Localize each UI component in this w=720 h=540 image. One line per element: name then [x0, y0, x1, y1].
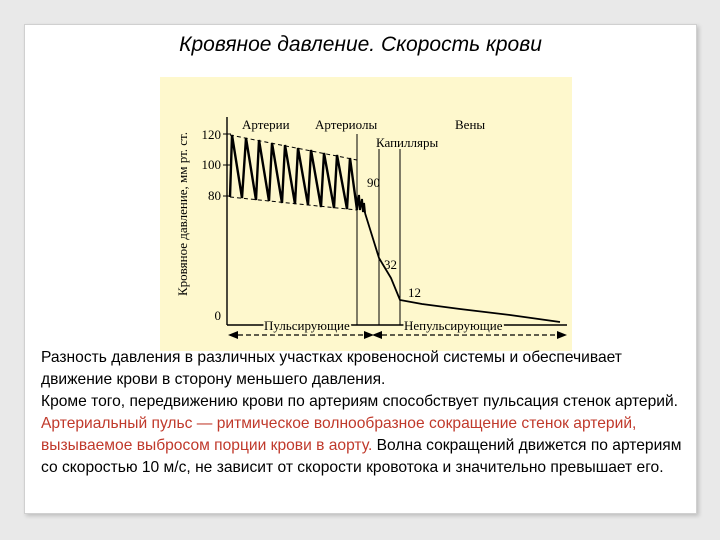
pressure-curve-arterioles: [357, 195, 365, 213]
paragraph-pulse: [41, 391, 689, 479]
pulse-intro-text: Кроме того, передвижению крови по артериям способствует пульсация стенок артерий.: [41, 393, 679, 410]
y-tick-0: 0: [214, 308, 221, 323]
label-nonpulsating: Непульсирующие: [404, 318, 503, 333]
point-label-90: 90: [367, 175, 380, 190]
pulse-wave-text: Волна сокращений движется по артериям со скоростью 10 м/с, не зависит от скорости кровотока и значительно превышает его.: [41, 437, 682, 476]
label-arteries: Артерии: [242, 117, 290, 132]
y-axis-label: Кровяное давление, мм рт. ст.: [175, 131, 190, 297]
pressure-curve-pulsating: [230, 135, 357, 210]
y-tick-100: 100: [201, 157, 221, 172]
label-arterioles: Артериолы: [315, 117, 378, 132]
slide-title: Кровяное давление. Скорость крови: [179, 33, 542, 56]
y-tick-120: 120: [201, 127, 221, 142]
body-text: [41, 347, 689, 479]
pulse-definition-text: Артериальный пульс — ритмическое волнообразное сокращение стенок артерий, вызываемое выбросом порции крови в аорту.: [41, 415, 637, 454]
paragraph-pressure-difference: Разность давления в различных участках кровеносной системы и обеспечивает движение крови в сторону меньшего давления.: [41, 349, 622, 388]
y-tick-80: 80: [208, 188, 221, 203]
label-pulsating: Пульсирующие: [264, 318, 350, 333]
label-capillaries: Капилляры: [376, 135, 439, 150]
point-label-32: 32: [384, 257, 397, 272]
blood-pressure-figure: [160, 77, 572, 351]
label-veins: Вены: [455, 117, 486, 132]
pressure-diagram: [160, 77, 572, 351]
point-label-12: 12: [408, 285, 421, 300]
slide: [24, 24, 697, 514]
